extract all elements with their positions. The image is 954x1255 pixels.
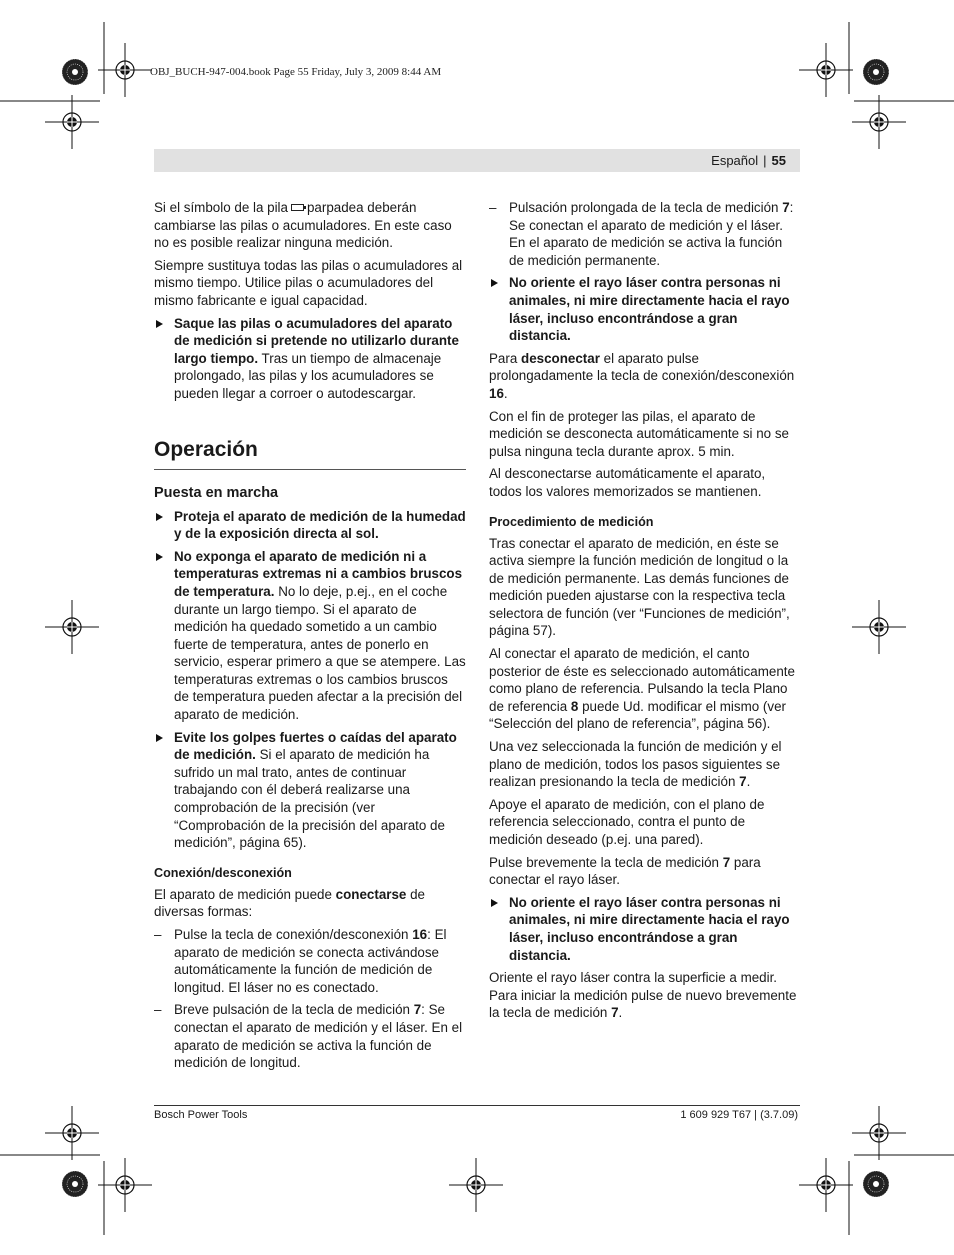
dash-item-short-press: – Breve pulsación de la tecla de medición 7: Se conectan el aparato de medición y el láser. En el aparato de medición se activa la función de medición de longitud. (154, 1002, 463, 1071)
triangle-bullet-icon (491, 279, 498, 287)
footer-doc-number: 1 609 929 T67 | (3.7.09) (680, 1109, 798, 1121)
bullet-laser-warning-2: No oriente el rayo láser contra personas ni animales, ni mire directamente hacia el rayo láser, incluso encontrándose a gran distancia. (489, 894, 799, 964)
on-off-intro: El aparato de medición puede conectarse de diversas formas: (154, 886, 425, 920)
section-title: Operación (154, 437, 466, 470)
left-column (154, 199, 466, 1077)
procedure-paragraph-5: Pulse brevemente la tecla de medición 7 para conectar el rayo láser. (489, 854, 761, 888)
procedure-paragraph-2: Al conectar el aparato de medición, el canto posterior de éste es seleccionado automáticamente como plano de referencia. Pulsando la tecla Plano de referencia 8 puede Ud. modificar el mismo (ver “Selección del plano de referencia”, página 56). (489, 646, 795, 732)
subsection-title: Puesta en marcha (154, 484, 279, 501)
dash-item-long-press: – Pulsación prolongada de la tecla de medición 7: Se conectan el aparato de medición y el láser. En el aparato de medición se activa la función de medición permanente. (489, 200, 794, 268)
dash-item-power-key: – Pulse la tecla de conexión/desconexión 16: El aparato de medición se conecta activándose automáticamente la función de medición de longitud. El láser no es conectado. (154, 927, 447, 995)
bullet-avoid-shocks: Evite los golpes fuertes o caídas del aparato de medición. Si el aparato de medición ha sufrido un mal trato, antes de continuar trabajando con él deberá realizarse una comprobación de la precisión (ver “Comprobación de la precisión del aparato de medición”, página 65). (154, 729, 466, 852)
footer-rule (154, 1105, 800, 1106)
procedure-paragraph-3: Una vez seleccionada la función de medición y el plano de medición, todos los pasos siguientes se realizan presionando la tecla de medición 7. (489, 739, 782, 790)
page-number: 55 (771, 153, 786, 168)
language-label: Español (711, 153, 759, 168)
bullet-remove-batteries: Saque las pilas o acumuladores del aparato de medición si pretende no utilizarlo durante largo tiempo. Tras un tiempo de almacenaje prolongado, las pilas y los acumuladores se pueden llegar a corroer o autodescargar. (154, 315, 466, 403)
memory-paragraph: Al desconectarse automáticamente el aparato, todos los valores memorizados se mantienen. (489, 466, 766, 499)
bullet-temperature: No exponga el aparato de medición ni a temperaturas extremas ni a cambios bruscos de temperatura. No lo deje, p.ej., en el coche durante un largo tiempo. Si el aparato de medición ha quedado sometido a un cambio fuerte de temperatura, antes de ponerlo en servicio, esperar primero a que se atempere. Las temperaturas extremas o los cambios bruscos de temperatura pueden afectar a la precisión del aparato de medición. (154, 548, 466, 724)
bullet-laser-warning: No oriente el rayo láser contra personas ni animales, ni mire directamente hacia el rayo láser, incluso encontrándose a gran distancia. (489, 274, 799, 344)
battery-icon (291, 204, 304, 211)
print-job-header: OBJ_BUCH-947-004.book Page 55 Friday, July 3, 2009 8:44 AM (150, 66, 442, 78)
triangle-bullet-icon (156, 320, 163, 328)
auto-off-paragraph: Con el fin de proteger las pilas, el aparato de medición se desconecta automáticamente si no se pulsa ninguna tecla durante aprox. 5 min. (489, 408, 789, 459)
triangle-bullet-icon (156, 734, 163, 742)
running-head-separator: | (763, 153, 767, 168)
procedure-paragraph-4: Apoye el aparato de medición, con el plano de referencia seleccionado, contra el punto de medición deseado (p.ej. una pared). (489, 796, 765, 847)
footer-publisher: Bosch Power Tools (154, 1109, 248, 1121)
bullet-protect-moisture: Proteja el aparato de medición de la humedad y de la exposición directa al sol. (154, 508, 466, 543)
heading-on-off: Conexión/desconexión (154, 865, 292, 880)
switch-off-paragraph: Para desconectar el aparato pulse prolongadamente la tecla de conexión/desconexión 16. (489, 350, 795, 401)
heading-procedure: Procedimiento de medición (489, 514, 654, 529)
triangle-bullet-icon (491, 899, 498, 907)
replace-batteries-paragraph: Siempre sustituya todas las pilas o acumuladores al mismo tiempo. Utilice pilas o acumuladores del mismo fabricante e igual capacidad. (154, 257, 463, 308)
right-column (489, 199, 799, 1027)
battery-blink-paragraph: Si el símbolo de la pila parpadea deberán cambiarse las pilas o acumuladores. En este caso no es posible realizar ninguna medición. (154, 200, 452, 251)
procedure-paragraph-1: Tras conectar el aparato de medición, en éste se activa siempre la función medición de longitud o la de medición permanente. Las demás funciones de medición pueden ajustarse con la respectiva tecla selectora de función (ver “Funciones de medición”, página 57). (489, 535, 790, 639)
running-head (154, 149, 800, 172)
triangle-bullet-icon (156, 513, 163, 521)
procedure-paragraph-6: Oriente el rayo láser contra la superficie a medir. Para iniciar la medición pulse de nuevo brevemente la tecla de medición 7. (489, 970, 797, 1021)
triangle-bullet-icon (156, 553, 163, 561)
